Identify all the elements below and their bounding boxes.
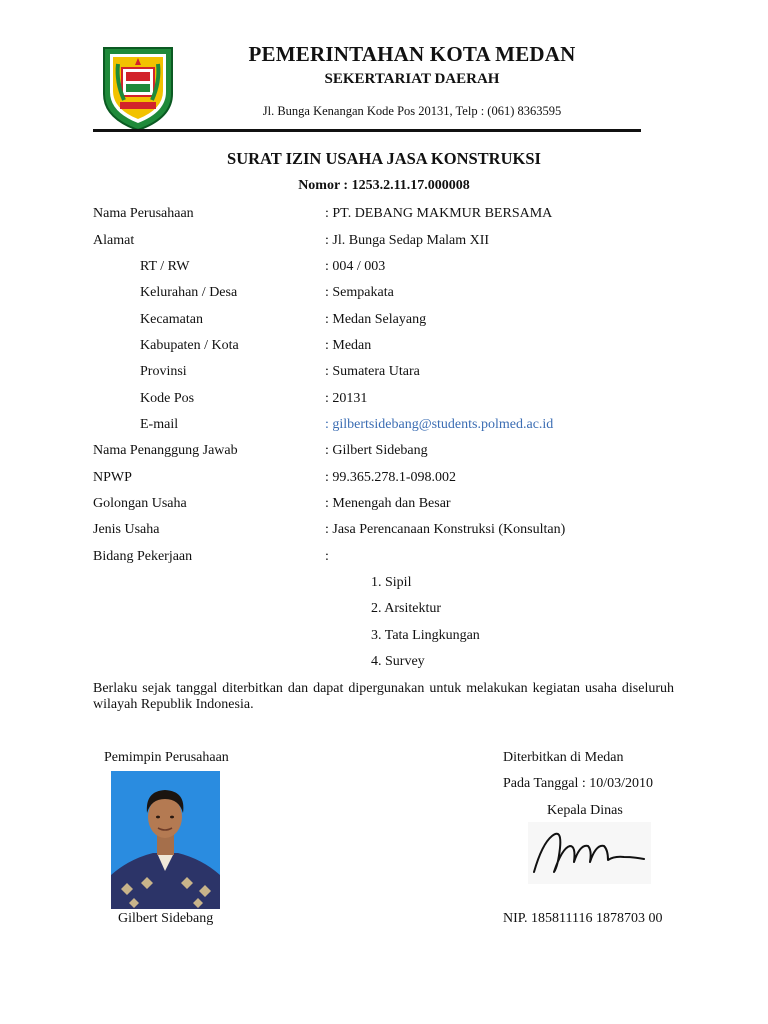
field-value-rt-rw: : 004 / 003 bbox=[325, 259, 386, 274]
field-label-kabupaten: Kabupaten / Kota bbox=[140, 338, 239, 353]
right-signatory-title: Kepala Dinas bbox=[547, 803, 623, 818]
field-value-npwp: : 99.365.278.1-098.002 bbox=[325, 470, 457, 485]
field-value-company-name: : PT. DEBANG MAKMUR BERSAMA bbox=[325, 206, 553, 221]
work-field-item: 3. Tata Lingkungan bbox=[371, 628, 480, 643]
field-value-provinsi: : Sumatera Utara bbox=[325, 364, 420, 379]
field-label-work-field: Bidang Pekerjaan bbox=[93, 549, 193, 564]
header-divider bbox=[93, 129, 641, 132]
handwritten-signature bbox=[528, 822, 651, 884]
field-value-kabupaten: : Medan bbox=[325, 338, 372, 353]
document-title: SURAT IZIN USAHA JASA KONSTRUKSI bbox=[227, 149, 541, 168]
work-field-item: 1. Sipil bbox=[371, 575, 412, 590]
field-value-work-field: : bbox=[325, 549, 329, 564]
work-field-item: 4. Survey bbox=[371, 654, 425, 669]
field-label-responsible-person: Nama Penanggung Jawab bbox=[93, 443, 238, 458]
field-value-kecamatan: : Medan Selayang bbox=[325, 312, 427, 327]
left-signatory-title: Pemimpin Perusahaan bbox=[104, 750, 229, 765]
field-label-rt-rw: RT / RW bbox=[140, 259, 190, 274]
company-leader-photo bbox=[111, 771, 220, 909]
field-label-business-type: Jenis Usaha bbox=[93, 522, 160, 537]
right-signatory-nip: NIP. 185811116 1878703 00 bbox=[503, 911, 663, 926]
field-label-kecamatan: Kecamatan bbox=[140, 312, 203, 327]
issued-place: Diterbitkan di Medan bbox=[503, 750, 624, 765]
left-signatory-name: Gilbert Sidebang bbox=[118, 911, 214, 926]
work-field-item: 2. Arsitektur bbox=[371, 601, 441, 616]
validity-statement: Berlaku sejak tanggal diterbitkan dan dapat dipergunakan untuk melakukan kegiatan usaha diseluruh wilayah Republik Indonesia. bbox=[93, 681, 674, 712]
office-address: Jl. Bunga Kenangan Kode Pos 20131, Telp : (061) 8363595 bbox=[262, 104, 562, 118]
field-label-company-name: Nama Perusahaan bbox=[93, 206, 194, 221]
issued-date: Pada Tanggal : 10/03/2010 bbox=[503, 776, 654, 791]
field-value-postal-code: : 20131 bbox=[325, 391, 368, 406]
email-link[interactable]: gilbertsidebang@students.polmed.ac.id bbox=[332, 417, 554, 432]
medan-city-crest-icon bbox=[98, 42, 178, 132]
field-label-business-class: Golongan Usaha bbox=[93, 496, 187, 511]
field-value-email bbox=[325, 416, 553, 434]
email-colon: : bbox=[325, 417, 333, 432]
field-value-kelurahan: : Sempakata bbox=[325, 285, 394, 300]
department-subtitle: SEKERTARIAT DAERAH bbox=[324, 71, 500, 87]
field-label-kelurahan: Kelurahan / Desa bbox=[140, 285, 238, 300]
field-label-email: E-mail bbox=[140, 417, 179, 432]
document-number: Nomor : 1253.2.11.17.000008 bbox=[298, 178, 470, 193]
field-label-npwp: NPWP bbox=[93, 470, 132, 485]
field-value-responsible-person: : Gilbert Sidebang bbox=[325, 443, 428, 458]
government-title: PEMERINTAHAN KOTA MEDAN bbox=[248, 42, 576, 66]
field-value-business-type: : Jasa Perencanaan Konstruksi (Konsultan) bbox=[325, 522, 566, 537]
field-label-address: Alamat bbox=[93, 233, 135, 248]
field-value-address: : Jl. Bunga Sedap Malam XII bbox=[325, 233, 490, 248]
field-label-postal-code: Kode Pos bbox=[140, 391, 195, 406]
field-value-business-class: : Menengah dan Besar bbox=[325, 496, 451, 511]
field-label-provinsi: Provinsi bbox=[140, 364, 187, 379]
